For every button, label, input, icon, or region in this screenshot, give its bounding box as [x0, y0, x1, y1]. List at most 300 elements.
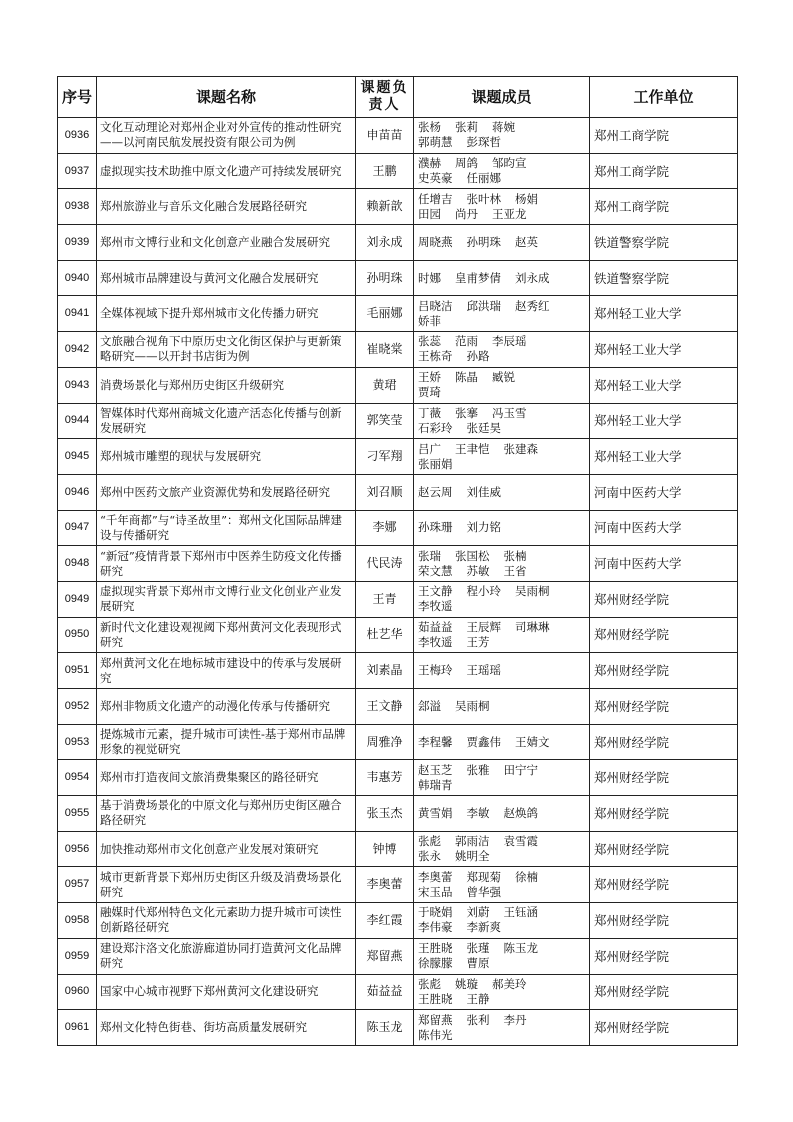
member-name: 孙路 [466, 349, 490, 364]
member-line [418, 156, 585, 171]
project-title: “千年商都”与“诗圣故里”：郑州文化国际品牌建设与传播研究 [97, 510, 356, 546]
project-leader: 刘召顺 [356, 474, 414, 510]
work-unit: 郑州财经学院 [590, 724, 738, 760]
member-name: 张雅 [466, 762, 490, 777]
member-name: 张建森 [503, 441, 538, 456]
member-name: 李新爽 [466, 920, 501, 935]
project-leader: 王青 [356, 581, 414, 617]
member-line [418, 1013, 585, 1028]
member-name: 郑留燕 [418, 1012, 453, 1027]
member-name: 陈伟光 [418, 1027, 453, 1042]
table-row [58, 153, 738, 189]
row-number: 0951 [58, 653, 97, 689]
project-leader: 张玉杰 [356, 796, 414, 832]
work-unit: 河南中医药大学 [590, 510, 738, 546]
work-unit: 郑州工商学院 [590, 118, 738, 154]
member-line [418, 549, 585, 564]
project-members [414, 225, 590, 261]
member-name: 王梅玲 [418, 663, 453, 678]
project-members [414, 510, 590, 546]
project-leader: 毛丽娜 [356, 296, 414, 332]
member-name: 吴雨桐 [515, 584, 550, 599]
member-name: 王静 [466, 991, 490, 1006]
project-members [414, 367, 590, 403]
member-name: 李程馨 [418, 734, 453, 749]
member-name: 范雨 [455, 334, 478, 349]
member-name: 王辰辉 [466, 619, 501, 634]
member-name: 李伟豪 [418, 920, 453, 935]
project-members [414, 260, 590, 296]
member-name: 孙珠珊 [418, 520, 453, 535]
work-unit: 郑州轻工业大学 [590, 403, 738, 439]
row-number: 0948 [58, 546, 97, 582]
member-line [418, 370, 585, 385]
member-name: 张彪 [418, 834, 441, 849]
member-name: 周晓燕 [418, 234, 453, 249]
member-name: 张瑞 [418, 548, 441, 563]
member-name: 李牧遥 [418, 634, 453, 649]
project-leader: 郭笑莹 [356, 403, 414, 439]
table-row [58, 403, 738, 439]
member-name: 王婧文 [515, 734, 550, 749]
row-number: 0950 [58, 617, 97, 653]
work-unit: 郑州轻工业大学 [590, 296, 738, 332]
member-name: 刘佳威 [466, 484, 501, 499]
project-title: 郑州城市品牌建设与黄河文化融合发展研究 [97, 260, 356, 296]
project-title: 虚拟现实背景下郑州市文博行业文化创业产业发展研究 [97, 581, 356, 617]
member-name: 张楠 [503, 548, 527, 563]
member-name: 陈晶 [455, 370, 478, 385]
row-number: 0940 [58, 260, 97, 296]
row-number: 0955 [58, 796, 97, 832]
member-name: 王栋奇 [418, 349, 453, 364]
project-members [414, 796, 590, 832]
table-row [58, 296, 738, 332]
member-name: 臧锐 [492, 370, 515, 385]
project-title: 新时代文化建设观视阈下郑州黄河文化表现形式研究 [97, 617, 356, 653]
member-name: 邹昀宣 [492, 156, 527, 171]
table-row [58, 617, 738, 653]
project-members [414, 189, 590, 225]
project-table [57, 76, 738, 1046]
table-row [58, 367, 738, 403]
project-members [414, 581, 590, 617]
project-members [414, 439, 590, 475]
member-name: 张瑾 [466, 941, 490, 956]
project-members [414, 974, 590, 1010]
row-number: 0944 [58, 403, 97, 439]
project-title: 融媒时代郑州特色文化元素助力提升城市可读性创新路径研究 [97, 903, 356, 939]
header-row [58, 77, 738, 118]
project-leader: 黄珺 [356, 367, 414, 403]
project-title: “新冠”疫情背景下郑州市中医养生防疫文化传播研究 [97, 546, 356, 582]
member-name: 张廷昊 [466, 420, 501, 435]
member-name: 杨娟 [515, 191, 538, 206]
row-number: 0960 [58, 974, 97, 1010]
member-name: 赵英 [515, 234, 538, 249]
member-name: 郭萌慧 [418, 135, 453, 150]
member-name: 张彪 [418, 976, 441, 991]
member-name: 姚明全 [455, 849, 490, 864]
member-line [418, 442, 585, 457]
project-leader: 李红霞 [356, 903, 414, 939]
member-line [418, 564, 585, 579]
project-members [414, 546, 590, 582]
member-name: 黄雪娟 [418, 805, 453, 820]
table-row [58, 724, 738, 760]
project-members [414, 938, 590, 974]
project-title: 城市更新背景下郑州历史街区升级及消费场景化研究 [97, 867, 356, 903]
project-leader: 刁军翔 [356, 439, 414, 475]
member-line [418, 192, 585, 207]
table-row [58, 796, 738, 832]
row-number: 0943 [58, 367, 97, 403]
project-title: 建设郑汴洛文化旅游廊道协同打造黄河文化品牌研究 [97, 938, 356, 974]
project-leader: 李娜 [356, 510, 414, 546]
project-title: 郑州市文博行业和文化创意产业融合发展研究 [97, 225, 356, 261]
member-line [418, 207, 585, 222]
row-number: 0953 [58, 724, 97, 760]
member-line [418, 421, 585, 436]
member-line [418, 956, 585, 971]
member-name: 李牧遥 [418, 599, 453, 614]
row-number: 0947 [58, 510, 97, 546]
member-name: 张杨 [418, 120, 441, 135]
row-number: 0957 [58, 867, 97, 903]
work-unit: 郑州财经学院 [590, 938, 738, 974]
project-leader: 赖新歆 [356, 189, 414, 225]
member-line [418, 905, 585, 920]
member-name: 田宁宁 [503, 762, 538, 777]
member-line [418, 584, 585, 599]
project-members [414, 724, 590, 760]
member-line [418, 235, 585, 250]
member-name: 司琳琳 [515, 619, 550, 634]
project-title: 文化互动理论对郑州企业对外宣传的推动性研究——以河南民航发展投资有限公司为例 [97, 118, 356, 154]
project-leader: 王鹏 [356, 153, 414, 189]
header-leader: 课题负责人 [356, 77, 414, 118]
table-row [58, 760, 738, 796]
work-unit: 郑州轻工业大学 [590, 367, 738, 403]
project-leader: 钟博 [356, 831, 414, 867]
member-line [418, 135, 585, 150]
member-line [418, 849, 585, 864]
table-row [58, 510, 738, 546]
member-name: 王娇 [418, 370, 441, 385]
work-unit: 郑州工商学院 [590, 153, 738, 189]
member-name: 刘永成 [515, 270, 550, 285]
table-row [58, 689, 738, 725]
member-name: 王亚龙 [492, 206, 527, 221]
member-name: 李奥蕾 [418, 869, 453, 884]
member-name: 刘力铭 [466, 520, 501, 535]
member-line [418, 778, 585, 793]
member-name: 赵焕鸽 [503, 805, 538, 820]
member-name: 郐溢 [418, 698, 441, 713]
member-name: 韩瑞青 [418, 777, 453, 792]
member-line [418, 699, 585, 714]
table-row [58, 189, 738, 225]
member-name: 吴雨桐 [455, 698, 490, 713]
member-name: 徐楠 [515, 869, 538, 884]
member-name: 赵秀红 [515, 298, 550, 313]
row-number: 0937 [58, 153, 97, 189]
member-name: 张永 [418, 849, 441, 864]
member-name: 李辰瑶 [492, 334, 527, 349]
row-number: 0961 [58, 1010, 97, 1046]
work-unit: 郑州财经学院 [590, 617, 738, 653]
table-row [58, 831, 738, 867]
row-number: 0941 [58, 296, 97, 332]
table-row [58, 1010, 738, 1046]
member-name: 曹原 [466, 956, 490, 971]
project-title: 郑州中医药文旅产业资源优势和发展路径研究 [97, 474, 356, 510]
member-line [418, 349, 585, 364]
project-title: 虚拟现实技术助推中原文化遗产可持续发展研究 [97, 153, 356, 189]
project-members [414, 118, 590, 154]
project-leader: 李奥蕾 [356, 867, 414, 903]
member-name: 袁雪霞 [503, 834, 538, 849]
project-leader: 申苗苗 [356, 118, 414, 154]
member-line [418, 299, 585, 314]
member-name: 丁薇 [418, 405, 441, 420]
project-title: 郑州非物质文化遗产的动漫化传承与传播研究 [97, 689, 356, 725]
table-row [58, 653, 738, 689]
table-row [58, 546, 738, 582]
member-name: 贾鑫伟 [466, 734, 501, 749]
member-line [418, 271, 585, 286]
member-name: 张国松 [455, 548, 490, 563]
project-leader: 王文静 [356, 689, 414, 725]
table-row [58, 439, 738, 475]
member-name: 刘蔚 [466, 905, 490, 920]
project-members [414, 474, 590, 510]
table-row [58, 332, 738, 368]
member-line [418, 599, 585, 614]
row-number: 0959 [58, 938, 97, 974]
project-title: 提炼城市元素，提升城市可读性-基于郑州市品牌形象的视觉研究 [97, 724, 356, 760]
member-name: 邱洪瑞 [466, 298, 501, 313]
row-number: 0958 [58, 903, 97, 939]
work-unit: 河南中医药大学 [590, 474, 738, 510]
member-name: 苏敏 [466, 563, 490, 578]
work-unit: 河南中医药大学 [590, 546, 738, 582]
member-line [418, 870, 585, 885]
member-line [418, 1028, 585, 1043]
member-name: 吕晓洁 [418, 298, 453, 313]
member-line [418, 663, 585, 678]
header-unit: 工作单位 [590, 77, 738, 118]
member-name: 赵玉芝 [418, 762, 453, 777]
project-title: 全媒体视域下提升郑州城市文化传播力研究 [97, 296, 356, 332]
row-number: 0942 [58, 332, 97, 368]
row-number: 0954 [58, 760, 97, 796]
member-name: 王芳 [466, 634, 490, 649]
project-members [414, 403, 590, 439]
project-title: 郑州文化特色街巷、街坊高质量发展研究 [97, 1010, 356, 1046]
member-name: 娇菲 [418, 313, 441, 328]
row-number: 0939 [58, 225, 97, 261]
member-name: 时娜 [418, 270, 441, 285]
member-line [418, 885, 585, 900]
project-members [414, 760, 590, 796]
member-name: 宋玉品 [418, 884, 453, 899]
work-unit: 郑州财经学院 [590, 796, 738, 832]
member-line [418, 920, 585, 935]
member-name: 田园 [418, 206, 441, 221]
member-name: 茹益益 [418, 619, 453, 634]
project-members [414, 332, 590, 368]
member-name: 荣文慧 [418, 563, 453, 578]
project-title: 基于消费场景化的中原文化与郑州历史街区融合路径研究 [97, 796, 356, 832]
header-seq: 序号 [58, 77, 97, 118]
member-name: 王省 [503, 563, 527, 578]
work-unit: 铁道警察学院 [590, 260, 738, 296]
member-name: 任丽娜 [466, 171, 501, 186]
table-row [58, 903, 738, 939]
work-unit: 郑州财经学院 [590, 653, 738, 689]
project-members [414, 903, 590, 939]
member-name: 徐朦朦 [418, 956, 453, 971]
member-name: 张蕊 [418, 334, 441, 349]
row-number: 0938 [58, 189, 97, 225]
project-leader: 韦惠芳 [356, 760, 414, 796]
member-name: 郝美玲 [492, 976, 527, 991]
row-number: 0945 [58, 439, 97, 475]
member-line [418, 763, 585, 778]
project-leader: 刘素晶 [356, 653, 414, 689]
project-members [414, 689, 590, 725]
member-name: 石彩玲 [418, 420, 453, 435]
row-number: 0949 [58, 581, 97, 617]
work-unit: 郑州财经学院 [590, 581, 738, 617]
project-title: 加快推动郑州市文化创意产业发展对策研究 [97, 831, 356, 867]
member-name: 濮赫 [418, 156, 441, 171]
project-leader: 茹益益 [356, 974, 414, 1010]
member-name: 蒋婉 [492, 120, 515, 135]
member-line [418, 992, 585, 1007]
member-name: 王钰涵 [503, 905, 538, 920]
project-leader: 周雅净 [356, 724, 414, 760]
table-row [58, 474, 738, 510]
row-number: 0956 [58, 831, 97, 867]
member-name: 张叶林 [466, 191, 501, 206]
member-name: 陈玉龙 [503, 941, 538, 956]
table-row [58, 260, 738, 296]
member-name: 冯玉雪 [492, 405, 527, 420]
work-unit: 郑州财经学院 [590, 831, 738, 867]
project-title: 智媒体时代郑州商城文化遗产活态化传播与创新发展研究 [97, 403, 356, 439]
work-unit: 郑州财经学院 [590, 867, 738, 903]
work-unit: 郑州财经学院 [590, 903, 738, 939]
member-name: 于晓娟 [418, 905, 453, 920]
project-leader: 陈玉龙 [356, 1010, 414, 1046]
member-line [418, 406, 585, 421]
table-row [58, 974, 738, 1010]
project-members [414, 153, 590, 189]
member-line [418, 834, 585, 849]
project-title: 国家中心城市视野下郑州黄河文化建设研究 [97, 974, 356, 1010]
project-leader: 代民涛 [356, 546, 414, 582]
project-members [414, 296, 590, 332]
project-members [414, 867, 590, 903]
project-title: 郑州旅游业与音乐文化融合发展路径研究 [97, 189, 356, 225]
member-name: 史英豪 [418, 171, 453, 186]
member-name: 李丹 [503, 1012, 527, 1027]
project-members [414, 617, 590, 653]
member-name: 孙明珠 [466, 234, 501, 249]
member-name: 彭琛哲 [466, 135, 501, 150]
work-unit: 郑州轻工业大学 [590, 332, 738, 368]
work-unit: 郑州轻工业大学 [590, 439, 738, 475]
project-title: 郑州黄河文化在地标城市建设中的传承与发展研究 [97, 653, 356, 689]
member-name: 王瑶瑶 [466, 663, 501, 678]
work-unit: 郑州工商学院 [590, 189, 738, 225]
member-name: 皇甫梦倩 [455, 270, 501, 285]
table-row [58, 867, 738, 903]
member-line [418, 385, 585, 400]
member-name: 郭雨洁 [455, 834, 490, 849]
project-leader: 郑留燕 [356, 938, 414, 974]
member-name: 张莉 [455, 120, 478, 135]
member-name: 姚璇 [455, 976, 478, 991]
project-leader: 刘永成 [356, 225, 414, 261]
member-name: 程小玲 [466, 584, 501, 599]
member-name: 王聿恺 [455, 441, 490, 456]
row-number: 0936 [58, 118, 97, 154]
member-name: 张丽娟 [418, 456, 453, 471]
member-line [418, 620, 585, 635]
project-members [414, 831, 590, 867]
member-name: 任增吉 [418, 191, 453, 206]
project-members [414, 1010, 590, 1046]
table-body [58, 118, 738, 1046]
member-name: 王胜晓 [418, 941, 453, 956]
member-line [418, 941, 585, 956]
member-line [418, 314, 585, 329]
header-title: 课题名称 [97, 77, 356, 118]
member-name: 王胜晓 [418, 991, 453, 1006]
work-unit: 郑州财经学院 [590, 1010, 738, 1046]
header-members: 课题成员 [414, 77, 590, 118]
member-line [418, 457, 585, 472]
member-name: 周鸽 [455, 156, 478, 171]
member-line [418, 806, 585, 821]
project-title: 文旅融合视角下中原历史文化街区保护与更新策略研究——以开封书店街为例 [97, 332, 356, 368]
work-unit: 郑州财经学院 [590, 974, 738, 1010]
member-name: 王文静 [418, 584, 453, 599]
project-leader: 崔晓棠 [356, 332, 414, 368]
project-members [414, 653, 590, 689]
member-line [418, 334, 585, 349]
member-line [418, 120, 585, 135]
table-row [58, 581, 738, 617]
table-row [58, 118, 738, 154]
project-title: 郑州城市雕塑的现状与发展研究 [97, 439, 356, 475]
member-line [418, 635, 585, 650]
member-line [418, 171, 585, 186]
project-leader: 杜艺华 [356, 617, 414, 653]
member-line [418, 735, 585, 750]
member-name: 吕广 [418, 441, 441, 456]
member-line [418, 520, 585, 535]
project-title: 消费场景化与郑州历史街区升级研究 [97, 367, 356, 403]
row-number: 0946 [58, 474, 97, 510]
table-header [58, 77, 738, 118]
work-unit: 郑州财经学院 [590, 760, 738, 796]
table-row [58, 225, 738, 261]
member-name: 张利 [466, 1012, 490, 1027]
